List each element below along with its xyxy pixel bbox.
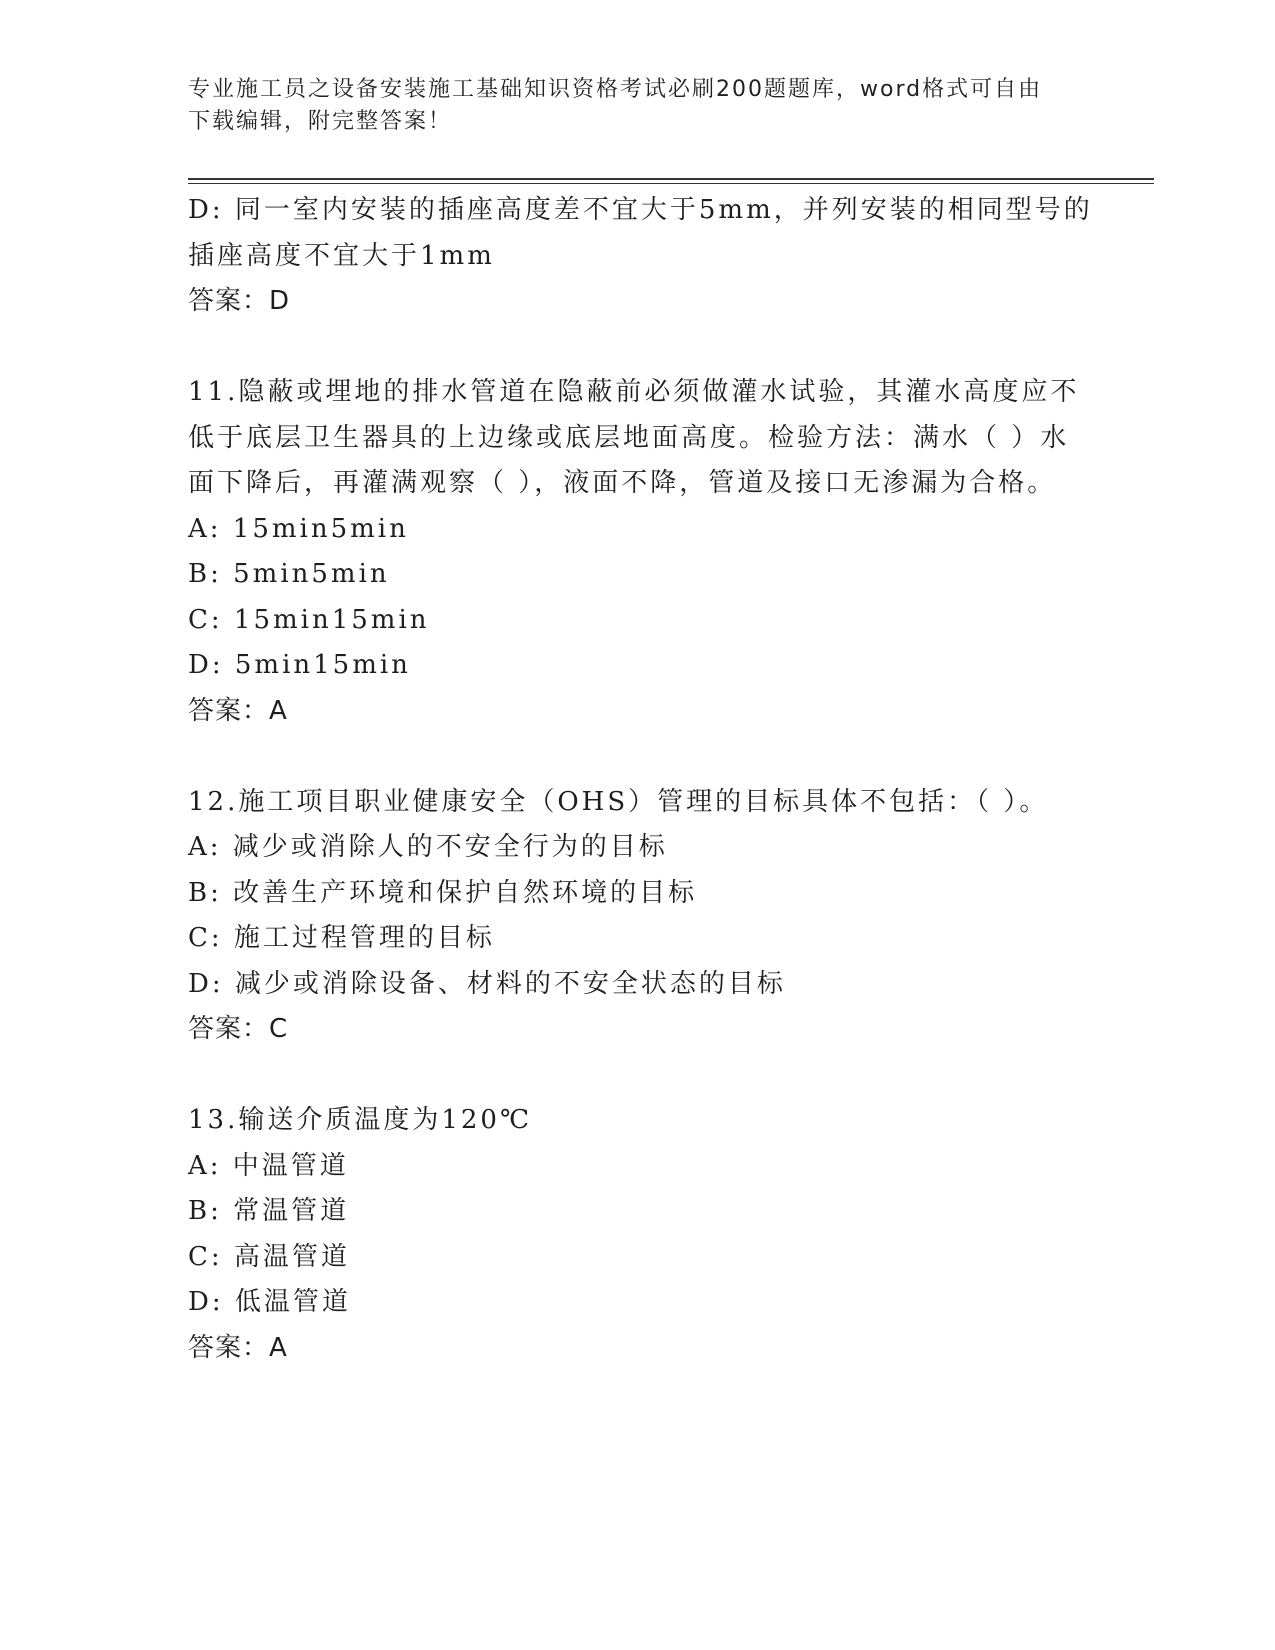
answer-line: 答案：A (188, 695, 288, 726)
spacer (188, 734, 1088, 780)
question-stem-continued: 低于底层卫生器具的上边缘或底层地面高度。检验方法：满水（ ）水 (188, 422, 1070, 453)
question-stem: 12.施工项目职业健康安全（OHS）管理的目标具体不包括：（ ）。 (188, 786, 1049, 817)
answer-line: 答案：C (188, 1014, 289, 1044)
spacer (188, 325, 1088, 371)
question-13 (188, 1098, 1088, 1371)
option-c: C: 施工过程管理的目标 (188, 923, 495, 953)
spacer (188, 1053, 1088, 1099)
question-12 (188, 780, 1088, 1053)
option-b: B: 5min5min (188, 559, 390, 589)
option-a: A: 中温管道 (188, 1150, 349, 1181)
header-divider-thick (188, 178, 1154, 180)
option-b: B: 改善生产环境和保护自然环境的目标 (188, 877, 698, 908)
option-d: D: 低温管道 (188, 1287, 351, 1317)
option-d: D: 减少或消除设备、材料的不安全状态的目标 (188, 968, 786, 999)
option-c: C: 15min15min (188, 604, 430, 635)
question-10-tail (188, 188, 1093, 325)
question-11 (188, 370, 1088, 734)
option-d-continued: 插座高度不宜大于1mm (188, 240, 495, 271)
header-divider-thin (188, 183, 1154, 184)
question-stem: 13.输送介质温度为120℃ (188, 1105, 533, 1135)
option-b: B: 常温管道 (188, 1196, 350, 1226)
answer-line: 答案：D (188, 286, 291, 316)
question-stem: 11.隐蔽或埋地的排水管道在隐蔽前必须做灌水试验，其灌水高度应不 (188, 377, 1080, 407)
document-header (188, 74, 1068, 138)
answer-line: 答案：A (188, 1332, 288, 1363)
question-stem-continued: 面下降后，再灌满观察（ ），液面不降，管道及接口无渗漏为合格。 (188, 468, 1057, 498)
header-line-2: 下载编辑，附完整答案！ (188, 109, 453, 134)
option-d: D: 同一室内安装的插座高度差不宜大于5mm，并列安装的相同型号的 (188, 195, 1093, 225)
option-c: C: 高温管道 (188, 1241, 350, 1272)
header-line-1: 专业施工员之设备安装施工基础知识资格考试必刷200题题库，word格式可自由 (188, 77, 1043, 102)
option-a: A: 减少或消除人的不安全行为的目标 (188, 832, 668, 862)
option-a: A: 15min5min (188, 513, 409, 544)
option-d: D: 5min15min (188, 650, 411, 680)
question-content (188, 188, 1093, 1371)
